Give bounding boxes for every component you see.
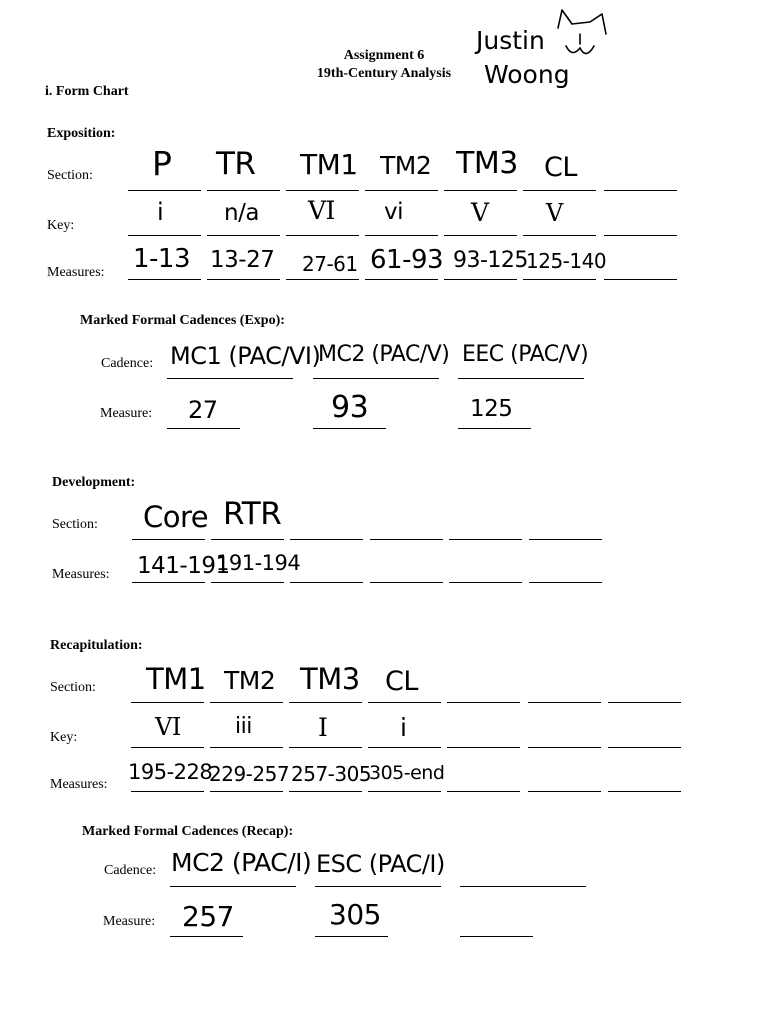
recap-cadence-entry: ESC (PAC/I) [316,850,445,878]
recap-key-entry: i [400,713,407,742]
recap-measure-entry: 305 [329,898,381,931]
recap-measures-blank[interactable] [447,791,520,792]
expo-key-blank[interactable] [444,235,517,236]
recap-section-blank[interactable] [210,702,283,703]
exposition-section-label: Section: [47,168,93,183]
expo-section-entry: TR [216,146,256,182]
signature-first-name: Justin [476,26,545,55]
expo-measure-blank[interactable] [167,428,240,429]
dev-section-blank[interactable] [132,539,205,540]
dev-section-entry: Core [143,500,209,534]
expo-cadences-heading: Marked Formal Cadences (Expo): [80,313,285,328]
recap-cadence-label: Cadence: [104,863,157,878]
dev-section-entry: RTR [223,496,282,532]
recap-measures-blank[interactable] [368,791,441,792]
dev-measures-blank[interactable] [132,582,205,583]
dev-measures-blank[interactable] [449,582,522,583]
dev-section-blank[interactable] [449,539,522,540]
expo-measure-label: Measure: [100,406,153,421]
expo-cadence-entry: EEC (PAC/V) [462,342,589,367]
recap-measure-blank[interactable] [170,936,243,937]
recap-section-entry: TM3 [300,662,360,696]
expo-section-entry: TM2 [380,151,432,180]
dev-measures-blank[interactable] [211,582,284,583]
expo-measure-entry: 125 [470,396,513,422]
recap-measure-entry: 257 [182,900,234,933]
recap-key-label: Key: [50,730,78,745]
recap-section-label: Section: [50,680,96,695]
recap-cadence-blank[interactable] [170,886,296,887]
expo-measures-blank[interactable] [444,279,517,280]
recap-cadence-entry: MC2 (PAC/I) [171,848,312,877]
recap-measures-blank[interactable] [528,791,601,792]
dev-section-blank[interactable] [529,539,602,540]
expo-section-blank[interactable] [444,190,517,191]
expo-key-blank[interactable] [207,235,280,236]
recap-section-blank[interactable] [368,702,441,703]
expo-section-entry: TM3 [456,146,518,181]
dev-measures-blank[interactable] [370,582,443,583]
cat-doodle-icon [550,6,610,66]
expo-key-entry: V [546,199,563,227]
exposition-heading: Exposition: [47,126,116,141]
recap-section-entry: TM2 [224,666,276,695]
expo-cadence-label: Cadence: [101,356,154,371]
dev-section-blank[interactable] [370,539,443,540]
recap-key-blank[interactable] [528,747,601,748]
expo-measures-entry: 125-140 [526,249,607,273]
expo-measures-blank[interactable] [128,279,201,280]
expo-measures-blank[interactable] [365,279,438,280]
recap-measures-entry: 305-end [369,762,445,784]
recap-measures-entry: 257-305 [291,762,372,786]
recap-section-blank[interactable] [608,702,681,703]
recap-key-blank[interactable] [131,747,204,748]
expo-measures-entry: 1-13 [133,244,191,274]
expo-measures-blank[interactable] [523,279,596,280]
recap-key-blank[interactable] [210,747,283,748]
expo-measure-entry: 27 [188,396,218,424]
expo-section-blank[interactable] [365,190,438,191]
expo-key-blank[interactable] [604,235,677,236]
expo-section-blank[interactable] [207,190,280,191]
recap-measure-blank[interactable] [315,936,388,937]
exposition-key-label: Key: [47,218,75,233]
development-section-label: Section: [52,517,98,532]
expo-measure-blank[interactable] [313,428,386,429]
recap-section-blank[interactable] [289,702,362,703]
expo-cadence-blank[interactable] [313,378,439,379]
expo-key-entry: i [157,198,164,226]
expo-measures-entry: 13-27 [210,247,275,273]
exposition-measures-label: Measures: [47,265,105,280]
recap-key-blank[interactable] [368,747,441,748]
recap-key-entry: iii [235,714,252,739]
dev-measures-blank[interactable] [529,582,602,583]
recap-measures-blank[interactable] [210,791,283,792]
recap-measures-entry: 229-257 [209,762,290,786]
recap-measures-blank[interactable] [608,791,681,792]
development-measures-label: Measures: [52,567,110,582]
recap-section-entry: TM1 [146,662,206,696]
expo-key-blank[interactable] [523,235,596,236]
recap-section-entry: CL [385,666,418,697]
expo-key-blank[interactable] [128,235,201,236]
recap-measures-blank[interactable] [131,791,204,792]
expo-measures-entry: 27-61 [302,252,358,276]
expo-cadence-blank[interactable] [167,378,293,379]
recap-cadence-blank[interactable] [315,886,441,887]
recap-measures-blank[interactable] [289,791,362,792]
recap-measure-blank[interactable] [460,936,533,937]
expo-key-entry: vi [384,199,404,225]
signature-last-name: Woong [484,60,570,89]
expo-key-blank[interactable] [286,235,359,236]
expo-measures-blank[interactable] [286,279,359,280]
expo-measure-entry: 93 [331,390,369,425]
expo-measure-blank[interactable] [458,428,531,429]
dev-measures-entry: 141-191 [137,553,230,579]
expo-section-blank[interactable] [523,190,596,191]
expo-section-blank[interactable] [128,190,201,191]
expo-section-entry: CL [544,152,577,183]
recap-section-blank[interactable] [131,702,204,703]
form-chart-heading: i. Form Chart [45,84,129,99]
expo-measures-blank[interactable] [207,279,280,280]
recap-key-blank[interactable] [447,747,520,748]
recap-measure-label: Measure: [103,914,156,929]
expo-section-entry: P [152,144,172,183]
recap-section-blank[interactable] [447,702,520,703]
expo-key-entry: V [471,198,489,227]
recap-section-blank[interactable] [528,702,601,703]
expo-key-entry: n/a [224,200,259,226]
expo-section-blank[interactable] [604,190,677,191]
expo-cadence-entry: MC2 (PAC/V) [318,342,450,367]
development-heading: Development: [52,475,136,490]
recap-cadences-heading: Marked Formal Cadences (Recap): [82,824,294,839]
expo-measures-entry: 93-125 [453,248,528,273]
expo-measures-blank[interactable] [604,279,677,280]
dev-section-blank[interactable] [211,539,284,540]
recap-key-entry: I [318,713,328,742]
recap-key-blank[interactable] [608,747,681,748]
dev-measures-entry: 191-194 [216,551,301,575]
recapitulation-heading: Recapitulation: [50,638,143,653]
assignment-title: Assignment 6 [343,48,425,63]
expo-key-blank[interactable] [365,235,438,236]
expo-key-entry: VI [308,196,335,225]
recap-measures-entry: 195-228 [128,760,213,784]
expo-section-blank[interactable] [286,190,359,191]
recap-key-entry: VI [155,713,181,741]
expo-cadence-entry: MC1 (PAC/VI) [170,342,321,370]
expo-cadence-blank[interactable] [458,378,584,379]
expo-measures-entry: 61-93 [370,245,444,275]
recap-cadence-blank[interactable] [460,886,586,887]
recap-measures-label: Measures: [50,777,108,792]
dev-measures-blank[interactable] [290,582,363,583]
assignment-subtitle: 19th-Century Analysis [316,66,452,81]
dev-section-blank[interactable] [290,539,363,540]
recap-key-blank[interactable] [289,747,362,748]
expo-section-entry: TM1 [300,148,358,181]
